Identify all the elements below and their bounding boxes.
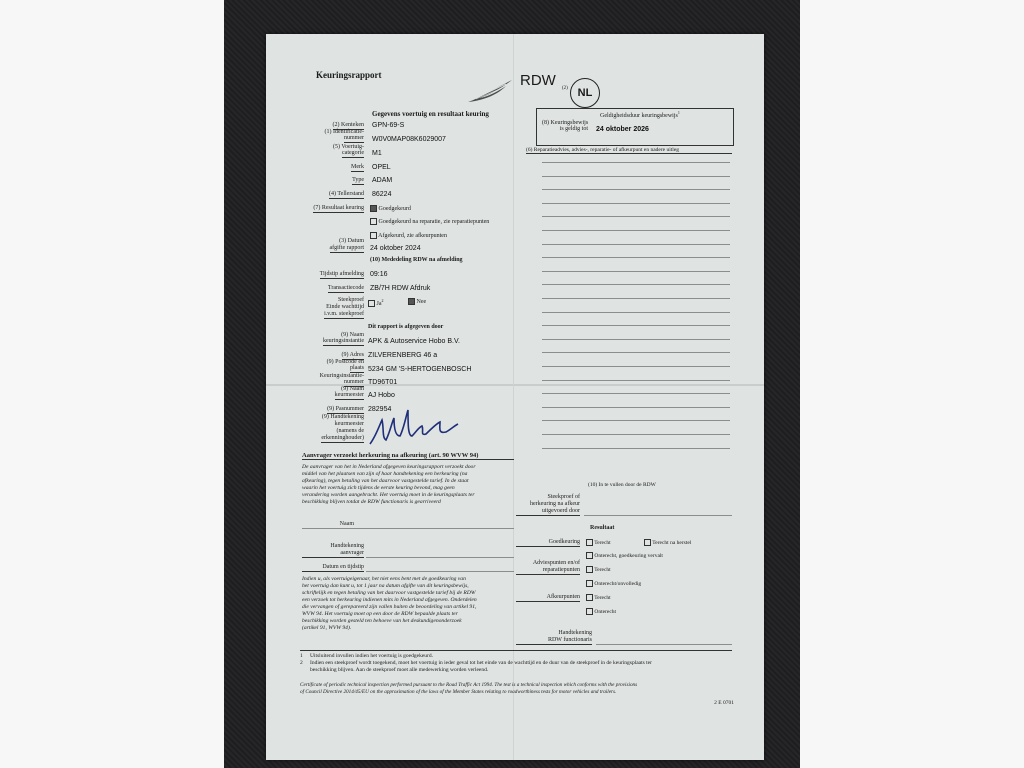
teller-label: (4) Tellerstand bbox=[329, 191, 364, 197]
herkeuring-title: Aanvrager verzoekt herkeuring na afkeuring (art. 90 WVW 94) bbox=[302, 452, 514, 460]
reparatie-writing-line[interactable] bbox=[542, 203, 730, 204]
handtek-label-4: erkenninghouder) bbox=[321, 435, 364, 441]
cat-label-1: (5) Voertuig- bbox=[333, 144, 364, 150]
instnr-label-2: nummer bbox=[344, 379, 364, 385]
naam-line bbox=[302, 528, 514, 529]
paragraph-line: beschikking worden gesteld ten behoeve van het deskundigenonderzoek bbox=[302, 618, 462, 624]
keurmeester-value: AJ Hobo bbox=[368, 392, 395, 399]
advies-label-1: Adviespunten en/of bbox=[532, 560, 580, 566]
steek-line bbox=[584, 515, 732, 516]
steekproef-label-2: Einde wachttijd bbox=[326, 304, 364, 310]
certificate-text bbox=[300, 682, 637, 696]
paragraph-line: of Council Directive 2014/45/EU on the approximation of the laws of the Member States relating to roadworthiness tests for motor vehicles and trailers. bbox=[300, 689, 617, 695]
reparatie-writing-line[interactable] bbox=[542, 312, 730, 313]
keuringsbewijs-label-1: (8) Keuringsbewijs bbox=[542, 120, 589, 126]
cat-value: M1 bbox=[372, 150, 382, 157]
country-badge-nl: NL bbox=[570, 78, 600, 108]
reparatie-writing-line[interactable] bbox=[542, 339, 730, 340]
paragraph-line: Indien u, als voertuigeigenaar, het niet eens bent met de goedkeuring van bbox=[302, 576, 466, 582]
footnote-text: Indien een steekproef wordt toegekend, moet het voertuig in ieder geval tot het einde van de wachttijd en de duur van de steekproef in de keuringsplaats ter bbox=[310, 660, 652, 666]
resultaat-heading: Resultaat bbox=[590, 525, 615, 531]
kenteken-value: GPN-69-S bbox=[372, 122, 405, 129]
steek-label-1: Steekproef of bbox=[547, 494, 580, 500]
aanvrager-handtek-label-2: aanvrager bbox=[302, 550, 364, 558]
footnote-item bbox=[300, 660, 652, 667]
background-left bbox=[0, 0, 224, 768]
goedkeuring-terecht[interactable]: Terecht bbox=[586, 539, 611, 546]
transactie-label: Transactiecode bbox=[327, 285, 364, 291]
footnote-item bbox=[300, 653, 652, 660]
afgegeven-title: Dit rapport is afgegeven door bbox=[368, 324, 444, 330]
reparatie-writing-line[interactable] bbox=[542, 162, 730, 163]
footnote-number: 1 bbox=[300, 653, 303, 659]
keuringsbewijs-label-2: is geldig tot bbox=[559, 126, 588, 132]
reparatie-writing-line[interactable] bbox=[542, 216, 730, 217]
tijdstip-value: 09:16 bbox=[370, 271, 388, 278]
reparatie-writing-line[interactable] bbox=[542, 393, 730, 394]
instnr-label-1: Keuringsinstantie- bbox=[319, 373, 364, 379]
checkbox-empty[interactable] bbox=[586, 566, 593, 573]
afkeur-label: Afkeurpunten bbox=[516, 594, 580, 602]
paragraph-line: De aanvrager van het in Nederland afgegeven keuringsrapport verzoekt door bbox=[302, 464, 476, 470]
keuringsrapport-document bbox=[266, 34, 764, 760]
adres-label: (9) Adres bbox=[341, 352, 364, 358]
reparatie-writing-line[interactable] bbox=[542, 434, 730, 435]
postcode-label-2: plaats bbox=[350, 365, 364, 371]
footnote-text: Uitsluitend invullen indien het voertuig is goedgekeurd. bbox=[310, 653, 433, 659]
checkbox-empty[interactable] bbox=[586, 580, 593, 587]
herkeuring-paragraph-1 bbox=[302, 464, 476, 506]
reparatie-writing-line[interactable] bbox=[542, 271, 730, 272]
reparatie-writing-line[interactable] bbox=[542, 176, 730, 177]
reparatie-writing-line[interactable] bbox=[542, 420, 730, 421]
naam-inst-label-1: (9) Naam bbox=[341, 332, 364, 338]
reparatie-writing-line[interactable] bbox=[542, 352, 730, 353]
checkbox-empty[interactable] bbox=[586, 539, 593, 546]
paragraph-line: (artikel 91, WVW 94). bbox=[302, 625, 352, 631]
background-right bbox=[800, 0, 1024, 768]
handtek-rdw-label-2: RDW functionaris bbox=[516, 637, 592, 645]
reparatie-writing-line[interactable] bbox=[542, 366, 730, 367]
reparatie-title: (6) Reparatieadvies, advies-, reparatie- of afkeurpunt en nadere uitleg bbox=[526, 147, 732, 154]
checkbox-checked[interactable] bbox=[408, 298, 415, 305]
checkbox-empty[interactable] bbox=[586, 594, 593, 601]
steek-label-2: herkeuring na afkeur bbox=[530, 501, 580, 507]
checkbox-empty[interactable] bbox=[586, 608, 593, 615]
paragraph-line: een verzoek tot herkeuring indienen mits in Nederland afgegeven. Onderdelen bbox=[302, 597, 477, 603]
type-value: ADAM bbox=[372, 177, 393, 184]
merk-label: Merk bbox=[351, 164, 364, 170]
goedkeuring-label: Goedkeuring bbox=[516, 539, 580, 547]
postcode-label-1: (9) Postcode en bbox=[326, 359, 364, 365]
keurmeester-label-2: keurmeester bbox=[334, 392, 364, 398]
instnr-value: TD96T01 bbox=[368, 379, 398, 386]
paper-fold-vertical bbox=[513, 34, 514, 760]
paragraph-line: middel van het plaatsen van zijn of haar handtekening een herkeuring (na bbox=[302, 471, 468, 477]
steekproef-label: Steekproef bbox=[338, 297, 364, 303]
rdw-section-title: (10) In te vullen door de RDW bbox=[588, 482, 656, 488]
geldigheid-title: Geldigheidsduur keuringsbewijs$^1$ bbox=[600, 110, 680, 119]
paragraph-line: die vervangen of gerepareerd zijn vallen buiten de beoordeling van artikel 91, bbox=[302, 604, 477, 610]
paragraph-line: het voertuig dan kunt u, tot 1 jaar na datum afgifte van dit keuringsbewijs, bbox=[302, 583, 469, 589]
section-title: Gegevens voertuig en resultaat keuring bbox=[372, 110, 489, 118]
reparatie-writing-line[interactable] bbox=[542, 189, 730, 190]
result-option-reparatie[interactable]: Goedgekeurd na reparatie, zie reparatiepunten bbox=[370, 218, 489, 225]
footnote-separator bbox=[300, 650, 732, 651]
geldig-tot-value: 24 oktober 2026 bbox=[596, 126, 649, 133]
steekproef-nee[interactable]: Nee bbox=[408, 298, 426, 305]
goedkeuring-onterecht-verval[interactable]: Onterecht, goedkeuring vervalt bbox=[586, 552, 663, 559]
steek-label-3: uitgevoerd door bbox=[516, 508, 580, 516]
paragraph-line: verandering worden aangebracht. Het voertuig moet in de keuringsplaats ter bbox=[302, 492, 475, 498]
ident-label-1: (1) Identificatie- bbox=[324, 129, 364, 135]
teller-value: 86224 bbox=[372, 191, 392, 198]
handtek-rdw-line bbox=[596, 644, 732, 645]
footnote-item bbox=[300, 667, 652, 674]
reparatie-writing-line[interactable] bbox=[542, 298, 730, 299]
handtek-label-3: (namens de bbox=[336, 428, 364, 434]
result-option-afgekeurd[interactable]: Afgekeurd, zie afkeurpunten bbox=[370, 232, 447, 239]
form-code: 2 E 0701 bbox=[714, 700, 734, 706]
reparatie-writing-line[interactable] bbox=[542, 230, 730, 231]
handtek-label-2: keurmeester bbox=[334, 421, 364, 427]
herkeuring-paragraph-2 bbox=[302, 576, 477, 632]
signature-image bbox=[366, 406, 466, 448]
paragraph-line: schriftelijk en tegen betaling van het daarvoor vastgestelde tarief bij de RDW bbox=[302, 590, 476, 596]
tijdstip-label: Tijdstip afmelding bbox=[319, 271, 364, 277]
checkbox-empty[interactable] bbox=[586, 552, 593, 559]
footnote-text: beschikking blijven. Aan de steekproef moet alle medewerking worden verleend. bbox=[310, 667, 489, 673]
cat-label-2: categorie bbox=[342, 150, 364, 156]
advies-label-2: reparatiepunten bbox=[516, 567, 580, 575]
result-option-goedgekeurd[interactable]: Goedgekeurd bbox=[370, 205, 411, 212]
paragraph-line: waarin het voertuig zich tijdens de eerste keuring bevond, mag geen bbox=[302, 485, 455, 491]
footnote-ref-2: (2) bbox=[562, 86, 568, 91]
reparatie-writing-line[interactable] bbox=[542, 407, 730, 408]
handtek-label-1: (9) Handtekening bbox=[321, 414, 364, 420]
merk-value: OPEL bbox=[372, 164, 391, 171]
paragraph-line: WVW 94. Het voertuig moet op een door de RDW bepaalde plaats ter bbox=[302, 611, 458, 617]
advies-terecht[interactable]: Terecht bbox=[586, 566, 611, 573]
aanvrager-line bbox=[366, 557, 514, 558]
reparatie-writing-line[interactable] bbox=[542, 448, 730, 449]
ident-value: W0V0MAP08K6029007 bbox=[372, 136, 446, 143]
advies-onterecht-onvolledig[interactable]: Onterecht/onvolledig bbox=[586, 580, 641, 587]
datum-label-2: afgifte rapport bbox=[329, 245, 364, 251]
keurmeester-label-1: (9) Naam bbox=[341, 386, 364, 392]
datum-tijdstip-label: Datum en tijdstip bbox=[302, 564, 364, 572]
pasnummer-value: 282954 bbox=[368, 406, 392, 413]
steekproef-label-3: i.v.m. steekproef bbox=[324, 311, 364, 317]
ident-label-2: nummer bbox=[344, 135, 364, 141]
afkeur-onterecht[interactable]: Onterecht bbox=[586, 608, 616, 615]
paragraph-line: Certificate of periodic technical inspection performed pursuant to the Road Traffic Act 1994. The test is a technical inspection which conforms with the provisions bbox=[300, 682, 638, 688]
brand-rdw: RDW bbox=[520, 72, 556, 89]
paragraph-line: beschikking blijven totdat de RDW functionaris is gearriveerd bbox=[302, 499, 441, 505]
datum-value: 24 oktober 2024 bbox=[370, 245, 421, 252]
reparatie-writing-line[interactable] bbox=[542, 257, 730, 258]
aanvrager-handtek-label-1: Handtekening bbox=[330, 543, 364, 549]
checkbox-empty[interactable] bbox=[370, 218, 377, 225]
checkbox-empty[interactable] bbox=[370, 232, 377, 239]
mededeling-title: (10) Mededeling RDW na afmelding bbox=[370, 257, 463, 263]
reparatie-writing-line[interactable] bbox=[542, 244, 730, 245]
reparatie-writing-line[interactable] bbox=[542, 284, 730, 285]
postcode-value: 5234 GM 'S-HERTOGENBOSCH bbox=[368, 366, 472, 373]
checkbox-empty[interactable] bbox=[644, 539, 651, 546]
checkbox-checked[interactable] bbox=[370, 205, 377, 212]
reparatie-writing-line[interactable] bbox=[542, 380, 730, 381]
document-title: Keuringsrapport bbox=[316, 70, 382, 80]
pasnummer-label: (9) Pasnummer bbox=[327, 406, 364, 412]
naam-inst-label-2: keuringsinstantie bbox=[323, 338, 364, 344]
adres-value: ZILVERENBERG 46 a bbox=[368, 352, 438, 359]
footnote-number: 2 bbox=[300, 660, 303, 666]
steekproef-ja[interactable]: Ja$^2$ bbox=[368, 298, 384, 307]
goedkeuring-terecht-herstel[interactable]: Terecht na herstel bbox=[644, 539, 691, 546]
naam-inst-value: APK & Autoservice Hobo B.V. bbox=[368, 338, 460, 345]
datum-label-1: (3) Datum bbox=[339, 238, 364, 244]
rdw-logo-icon bbox=[466, 78, 514, 104]
transactie-value: ZB/7H RDW Afdruk bbox=[370, 285, 431, 292]
kenteken-label: (2) Kenteken bbox=[332, 122, 364, 128]
footnotes bbox=[300, 653, 652, 674]
resultaat-label: (7) Resultaat keuring bbox=[313, 205, 364, 211]
reparatie-writing-line[interactable] bbox=[542, 325, 730, 326]
naam-label: Naam bbox=[339, 521, 354, 527]
paragraph-line: afkeuring), tegen betaling van het daarvoor vastgestelde tarief. In de staat bbox=[302, 478, 469, 484]
datum-tijdstip-line bbox=[366, 571, 514, 572]
type-label: Type bbox=[352, 177, 364, 183]
handtek-rdw-label-1: Handtekening bbox=[558, 630, 592, 636]
checkbox-empty[interactable] bbox=[368, 300, 375, 307]
afkeur-terecht[interactable]: Terecht bbox=[586, 594, 611, 601]
